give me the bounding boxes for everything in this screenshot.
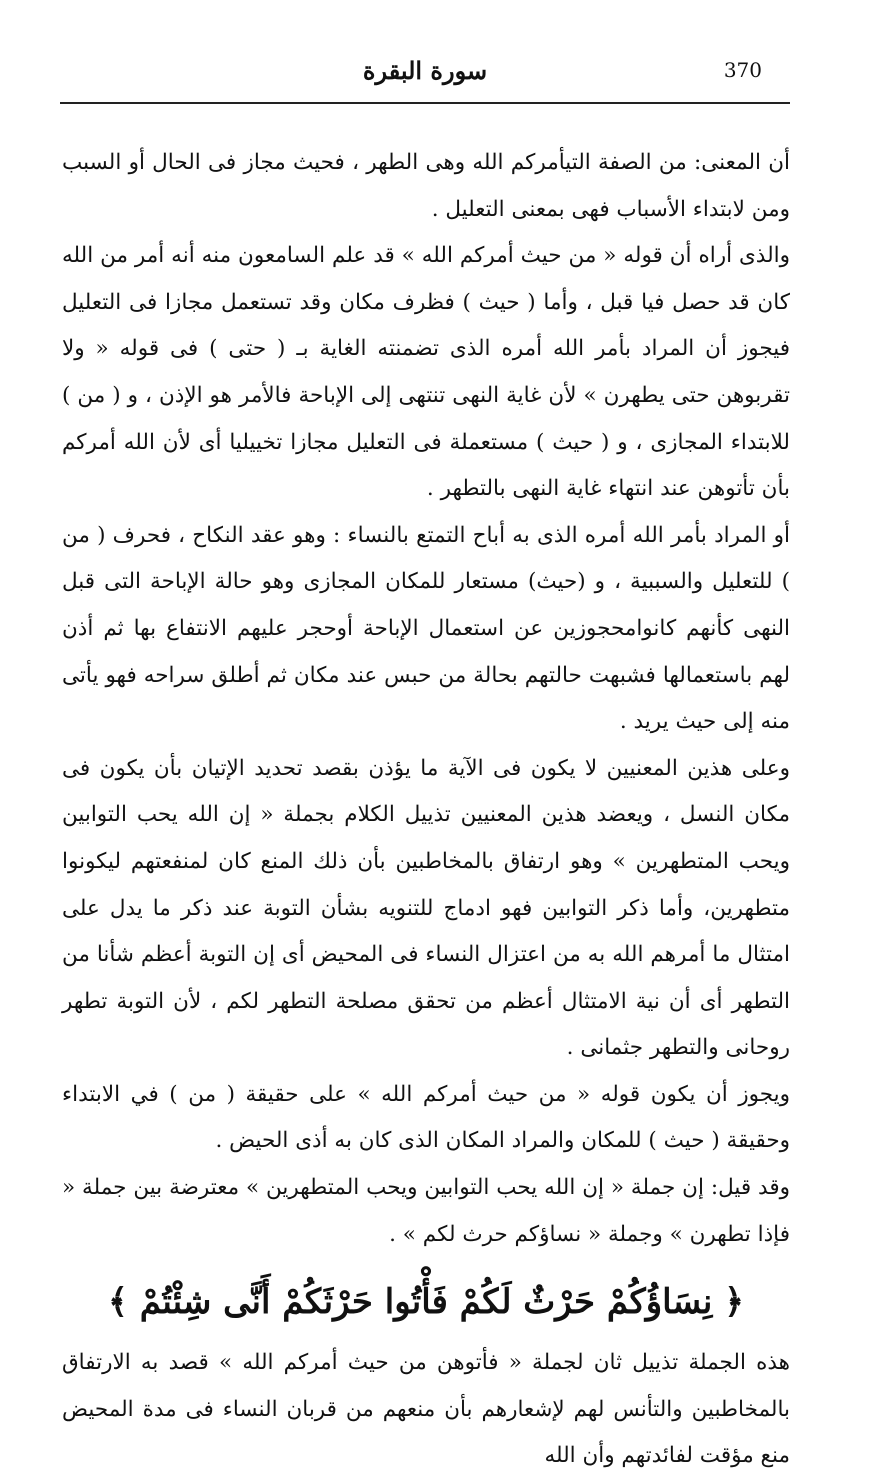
- body-text: [62, 140, 790, 1480]
- page-number: 370: [723, 58, 762, 82]
- paragraph: هذه الجملة تذييل ثان لجملة « فأتوهن من حيث أمركم الله » قصد به الارتفاق بالمخاطبين والتأنس لهم لإشعارهم بأن منعهم من قربان النساء فى مدة المحيض منع مؤقت لفائدتهم وأن الله: [62, 1350, 790, 1469]
- paragraph: أن المعنى: من الصفة التيأمركم الله وهى الطهر ، فحيث مجاز فى الحال أو السبب ومن لابتداء الأسباب فهى بمعنى التعليل .: [62, 150, 790, 222]
- quran-verse: ﴿ نِسَاؤُكُمْ حَرْثٌ لَكُمْ فَأْتُوا حَرْثَكُمْ أَنَّى شِئْتُمْ ﴾: [107, 1282, 745, 1323]
- surah-title: سورة البقرة: [362, 56, 488, 85]
- paragraph: والذى أراه أن قوله « من حيث أمركم الله » قد علم السامعون منه أنه أمر من الله كان قد حصل فيا قبل ، وأما ( حيث ) فظرف مكان وقد تستعمل مجازا فى التعليل فيجوز أن المراد بأمر الله أمره الذى تضمنته الغاية بـ ( حتى ) فى قوله « ولا تقربوهن حتى يطهرن » لأن غاية النهى تنتهى إلى الإباحة فالأمر هو الإذن ، و ( من ) للابتداء المجازى ، و ( حيث ) مستعملة فى التعليل مجازا تخييليا أى لأن الله أمركم بأن تأتوهن عند انتهاء غاية النهى بالتطهر .: [62, 243, 790, 502]
- paragraph: أو المراد بأمر الله أمره الذى به أباح التمتع بالنساء : وهو عقد النكاح ، فحرف ( من ) للتعليل والسببية ، و (حيث) مستعار للمكان المجازى وهو حالة الإباحة التى قبل النهى كأنهم كانوامحجوزين عن استعمال الإباحة أوحجر عليهم الانتفاع بها ثم أذن لهم باستعمالها فشبهت حالتهم بحالة من حبس عند مكان ثم أطلق سراحه فهو يأتى منه إلى حيث يريد .: [62, 522, 790, 735]
- page-header: [60, 52, 790, 104]
- paragraph: وعلى هذين المعنيين لا يكون فى الآية ما يؤذن بقصد تحديد الإتيان بأن يكون فى مكان النسل ، ويعضد هذين المعنيين تذييل الكلام بجملة « إن الله يحب التوابين ويحب المتطهرين » وهو ارتفاق بالمخاطبين بأن ذلك المنع كان لمنفعتهم ليكونوا متطهرين، وأما ذكر التوابين فهو ادماج للتنويه بشأن التوبة عند ذكر ما يدل على امتثال ما أمرهم الله به من اعتزال النساء فى المحيض أى إن التوبة أعظم شأنا من التطهر أى أن نية الامتثال أعظم من تحقق مصلحة التطهر لكم ، لأن التوبة تطهر روحانى والتطهر جثمانى .: [62, 755, 790, 1061]
- paragraph: ويجوز أن يكون قوله « من حيث أمركم الله » على حقيقة ( من ) في الابتداء وحقيقة ( حيث ) للمكان والمراد المكان الذى كان به أذى الحيض .: [62, 1081, 790, 1154]
- paragraph: وقد قيل: إن جملة « إن الله يحب التوابين ويحب المتطهرين » معترضة بين جملة « فإذا تطهرن » وجملة « نساؤكم حرث لكم » .: [62, 1175, 790, 1247]
